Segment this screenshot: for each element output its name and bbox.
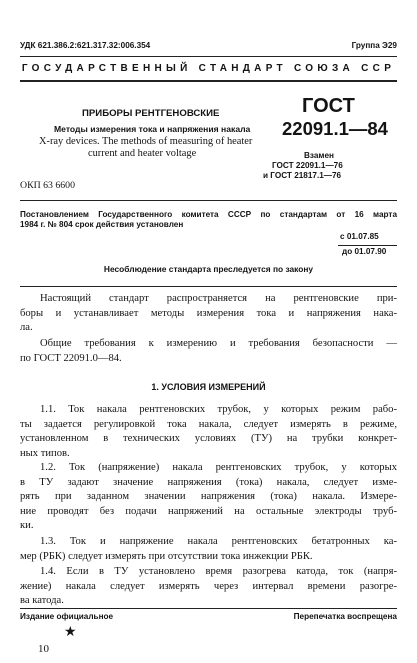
okp-code: ОКП 63 6600	[20, 180, 75, 191]
title-rule	[20, 200, 397, 201]
reprint-prohibited-label: Перепечатка воспрещена	[293, 612, 397, 621]
intro-paragraph-2: Общие требования к измерению и требования безопасности — по ГОСТ 22091.0—84.	[20, 338, 397, 364]
gost-label: ГОСТ	[302, 95, 355, 117]
penalty-notice: Несоблюдение стандарта преследуется по закону	[103, 264, 314, 274]
replaces-standard-1: ГОСТ 22091.1—76	[272, 161, 343, 170]
effective-from: с 01.07.85	[340, 232, 379, 241]
clause-1-3: 1.3. Ток и напряжение накала рентгеновских бетатронных ка- мер (РБК) следует измерять при отсутствии тока инжекции РБК.	[20, 536, 397, 562]
clause-1-4: 1.4. Если в ТУ установлено время разогрева катода, ток (напря- жение) накала следует измерять через интервал времени разогре- ва катода.	[20, 566, 397, 607]
gost-number: 22091.1—84	[282, 118, 388, 139]
replaces-standard-2: и ГОСТ 21817.1—76	[263, 171, 342, 180]
group-code: Группа Э29	[351, 41, 397, 50]
document-subtitle: Методы измерения тока и напряжения накала	[54, 124, 251, 134]
resolution-line1: Постановлением Государственного комитета СССР по стандартам от 16 марта	[20, 210, 397, 219]
clause-1-1: 1.1. Ток накала рентгеновских трубок, у которых режим рабо- ты задается регулировкой тока накала, следует измерять в режиме, установленном в технических условиях (ТУ) на трубки конкрет- ных типов.	[20, 404, 397, 459]
clause-1-2: 1.2. Ток (напряжение) накала рентгеновских трубок, у которых в ТУ задают значение напряжения (тока) накала, следует изме- рять при заданном значении напряжения (тока) накала. Измере- ние проводят без подачи напряжений на остальные электроды труб- ки.	[20, 462, 397, 532]
section-1-heading: 1. УСЛОВИЯ ИЗМЕРЕНИЙ	[151, 382, 266, 392]
header-rule-bottom	[20, 80, 397, 82]
intro-paragraph-1: Настоящий стандарт распространяется на рентгеновские при- боры и устанавливает методы измерения тока и напряжения нака- ла.	[20, 293, 397, 334]
official-edition-label: Издание официальное	[20, 612, 114, 621]
udk-code: УДК 621.386.2:621.317.32:006.354	[20, 41, 151, 50]
document-title: ПРИБОРЫ РЕНТГЕНОВСКИЕ	[82, 108, 220, 119]
footer-rule	[20, 608, 397, 609]
resolution-rule	[20, 286, 397, 287]
star-icon: ★	[64, 624, 77, 640]
standard-banner: ГОСУДАРСТВЕННЫЙ СТАНДАРТ СОЮЗА ССР	[21, 63, 396, 74]
effective-divider	[338, 245, 397, 246]
page-number: 10	[38, 643, 49, 655]
header-rule-top	[20, 56, 397, 57]
replaces-label: Взамен	[304, 151, 334, 160]
english-title-line2: current and heater voltage	[88, 148, 197, 159]
resolution-line2: 1984 г. № 804 срок действия установлен	[20, 220, 184, 229]
english-title-line1: X-ray devices. The methods of measuring of heater	[39, 136, 253, 147]
effective-to: до 01.07.90	[342, 247, 387, 256]
